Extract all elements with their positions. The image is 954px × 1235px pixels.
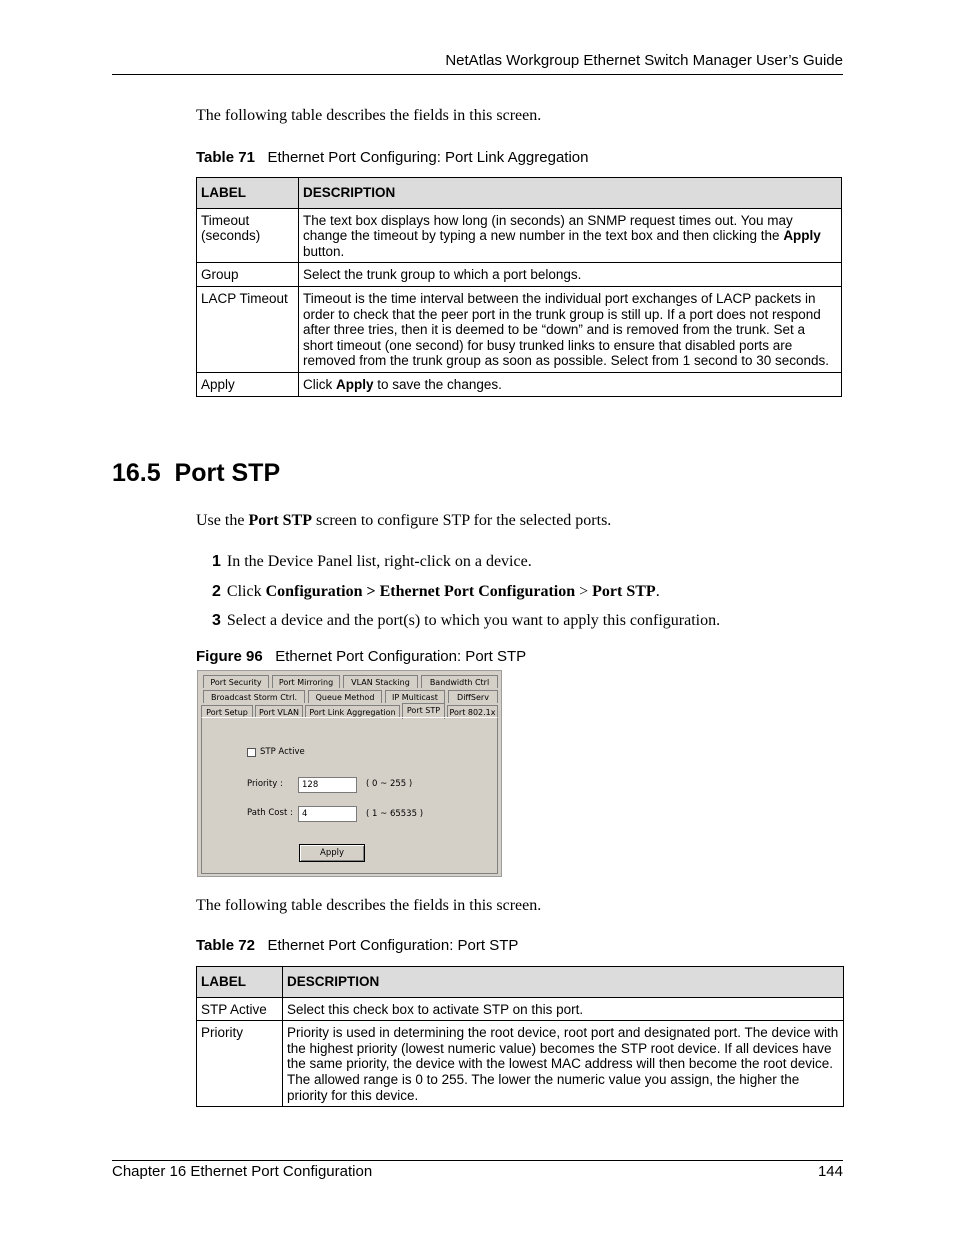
step-number: 1 (212, 553, 221, 570)
tab-bandwidth-ctrl[interactable]: Bandwidth Ctrl (421, 675, 498, 688)
table-71-title: Ethernet Port Configuring: Port Link Aggregation (267, 149, 589, 166)
table-71-number: Table 71 (196, 149, 255, 166)
intro-paragraph-2: The following table describes the fields in this screen. (196, 897, 542, 914)
step-number: 3 (212, 612, 221, 629)
path-cost-input[interactable]: 4 (298, 806, 357, 822)
page-footer (112, 1160, 843, 1185)
header-label: LABEL (197, 178, 299, 209)
tab-broadcast-storm-ctrl[interactable]: Broadcast Storm Ctrl. (203, 690, 305, 703)
row-description: Timeout is the time interval between the individual port exchanges of LACP packets in order to check that the peer port in the trunk group is still up. If a port does not respond after three tries, then it is deemed to be “down” and is removed from the trunk. Set a short timeout (one second) for busy trunked links to ensure that disabled ports are removed from the trunk group as soon as possible. Select from 1 second to 30 seconds. (299, 286, 842, 372)
table-row (197, 208, 842, 263)
table-row (197, 372, 842, 396)
step-text: Port STP (592, 583, 656, 600)
path-cost-range-hint: ( 1 ~ 65535 ) (366, 809, 424, 819)
document-title: NetAtlas Workgroup Ethernet Switch Manager User’s Guide (445, 52, 843, 69)
usage-paragraph: Use the Port STP screen to configure STP for the selected ports. (196, 512, 612, 529)
tab-port-vlan[interactable]: Port VLAN (255, 705, 303, 718)
table-row (197, 1021, 844, 1107)
step-item (212, 612, 720, 630)
row-description: Click Apply to save the changes. (299, 372, 842, 396)
row-label: Apply (197, 372, 299, 396)
tab-port-mirroring[interactable]: Port Mirroring (272, 675, 340, 688)
path-cost-label: Path Cost : (247, 808, 293, 818)
row-label: STP Active (197, 997, 283, 1021)
step-item (212, 553, 532, 571)
table-row (197, 997, 844, 1021)
row-description: The text box displays how long (in seconds) an SNMP request times out. You may change the timeout by typing a new number in the text box and then clicking the Apply button. (299, 208, 842, 263)
row-description: Priority is used in determining the root device, root port and designated port. The device with the highest priority (lowest numeric value) becomes the STP root device. If all devices have the same priority, the device with the lowest MAC address will then become the root device. The allowed range is 0 to 255. The lower the numeric value you assign, the higher the priority for this device. (283, 1021, 844, 1107)
figure-96-title: Ethernet Port Configuration: Port STP (275, 648, 527, 665)
step-text: Configuration > Ethernet Port Configuration (265, 583, 576, 600)
header-description: DESCRIPTION (299, 178, 842, 209)
header-label: LABEL (197, 967, 283, 998)
priority-range-hint: ( 0 ~ 255 ) (366, 779, 413, 789)
tab-port-stp[interactable]: Port STP (402, 703, 445, 719)
header-description: DESCRIPTION (283, 967, 844, 998)
table-row (197, 263, 842, 287)
stp-active-label: STP Active (260, 747, 305, 757)
row-label: Timeout (seconds) (197, 208, 299, 263)
port-stp-screenshot (197, 670, 502, 877)
tab-port-setup[interactable]: Port Setup (201, 705, 253, 718)
row-label: Priority (197, 1021, 283, 1107)
table-72-caption (196, 937, 518, 954)
priority-input[interactable]: 128 (298, 777, 357, 793)
tab-port-8021x[interactable]: Port 802.1x (447, 705, 498, 718)
step-number: 2 (212, 583, 221, 600)
figure-96-caption (196, 648, 526, 665)
table-72-title: Ethernet Port Configuration: Port STP (267, 937, 519, 954)
table-header-row (197, 967, 844, 998)
step-text: Select a device and the port(s) to which you want to apply this configuration. (226, 612, 721, 629)
apply-button[interactable]: Apply (299, 844, 365, 862)
step-text: Click (226, 583, 266, 600)
intro-paragraph: The following table describes the fields in this screen. (196, 107, 542, 124)
step-text: . (655, 583, 660, 600)
table-71 (196, 177, 842, 397)
page-number: 144 (817, 1163, 843, 1180)
stp-active-checkbox[interactable] (247, 748, 256, 757)
chapter-label: Chapter 16 Ethernet Port Configuration (112, 1163, 373, 1180)
section-heading: 16.5 Port STP (112, 459, 281, 487)
tab-port-link-aggregation[interactable]: Port Link Aggregation (305, 705, 400, 718)
page-header (112, 50, 843, 75)
priority-label: Priority : (247, 779, 283, 789)
row-description: Select this check box to activate STP on this port. (283, 997, 844, 1021)
row-label: LACP Timeout (197, 286, 299, 372)
table-72 (196, 966, 844, 1107)
tab-port-security[interactable]: Port Security (203, 675, 269, 688)
table-row (197, 286, 842, 372)
figure-96-number: Figure 96 (196, 648, 263, 665)
tab-queue-method[interactable]: Queue Method (308, 690, 382, 703)
tab-ip-multicast[interactable]: IP Multicast (385, 690, 445, 703)
table-header-row (197, 178, 842, 209)
tab-diffserv[interactable]: DiffServ (448, 690, 498, 703)
row-label: Group (197, 263, 299, 287)
step-text: > (575, 583, 593, 600)
step-item (212, 583, 660, 601)
step-text: In the Device Panel list, right-click on a device. (226, 553, 532, 570)
tab-vlan-stacking[interactable]: VLAN Stacking (343, 675, 418, 688)
table-72-number: Table 72 (196, 937, 255, 954)
table-71-caption (196, 149, 588, 166)
row-description: Select the trunk group to which a port belongs. (299, 263, 842, 287)
